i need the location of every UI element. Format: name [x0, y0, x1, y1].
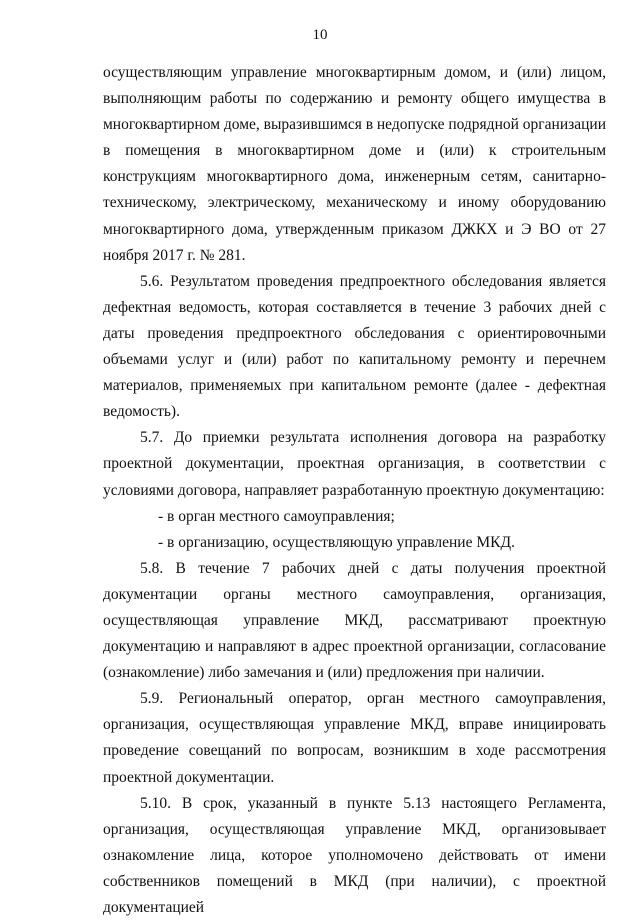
- page-number: 10: [312, 27, 328, 43]
- paragraph-clause-5-9: 5.9. Региональный оператор, орган местного самоуправления, организация, осуществляющая управление МКД, вправе инициировать проведение совещаний по вопросам, возникшим в ходе рассмотрения проектной документации.: [103, 690, 606, 786]
- list-item-local-government: - в орган местного самоуправления;: [158, 507, 395, 525]
- paragraph-clause-5-10: 5.10. В срок, указанный в пункте 5.13 настоящего Регламента, организация, осуществляющая управление МКД, организовывает ознакомление лица, которое уполномочено действовать от имени собственников помещений в МКД (при наличии), с проектной документацией: [103, 794, 606, 916]
- paragraph-continuation: осуществляющим управление многоквартирным домом, и (или) лицом, выполняющим работы по содержанию и ремонту общего имущества в многоквартирном доме, выразившимся в недопуске подрядной организации в помещения в многоквартирном доме и (или) к строительным конструкциям многоквартирного дома, инженерным сетям, санитарно-техническому, электрическому, механическому и иному оборудованию многоквартирного дома, утвержденным приказом ДЖКХ и Э ВО от 27 ноября 2017 г. № 281.: [103, 64, 607, 264]
- document-body: [103, 60, 606, 921]
- paragraph-clause-5-6: 5.6. Результатом проведения предпроектного обследования является дефектная ведомость, которая составляется в течение 3 рабочих дней с даты проведения предпроектного обследования с ориентировочными объемами услуг и (или) работ по капитальному ремонту и перечнем материалов, применяемых при капитальном ремонте (далее - дефектная ведомость).: [103, 272, 606, 421]
- paragraph-clause-5-8: 5.8. В течение 7 рабочих дней с даты получения проектной документации органы местного самоуправления, организация, осуществляющая управление МКД, рассматривают проектную документацию и направляют в адрес проектной организации, согласование (ознакомление) либо замечания и (или) предложения при наличии.: [103, 559, 606, 682]
- list-item-management-organization: - в организацию, осуществляющую управление МКД.: [158, 533, 515, 551]
- paragraph-clause-5-7: 5.7. До приемки результата исполнения договора на разработку проектной документации, проектная организация, в соответствии с условиями договора, направляет разработанную проектную документацию:: [103, 429, 606, 499]
